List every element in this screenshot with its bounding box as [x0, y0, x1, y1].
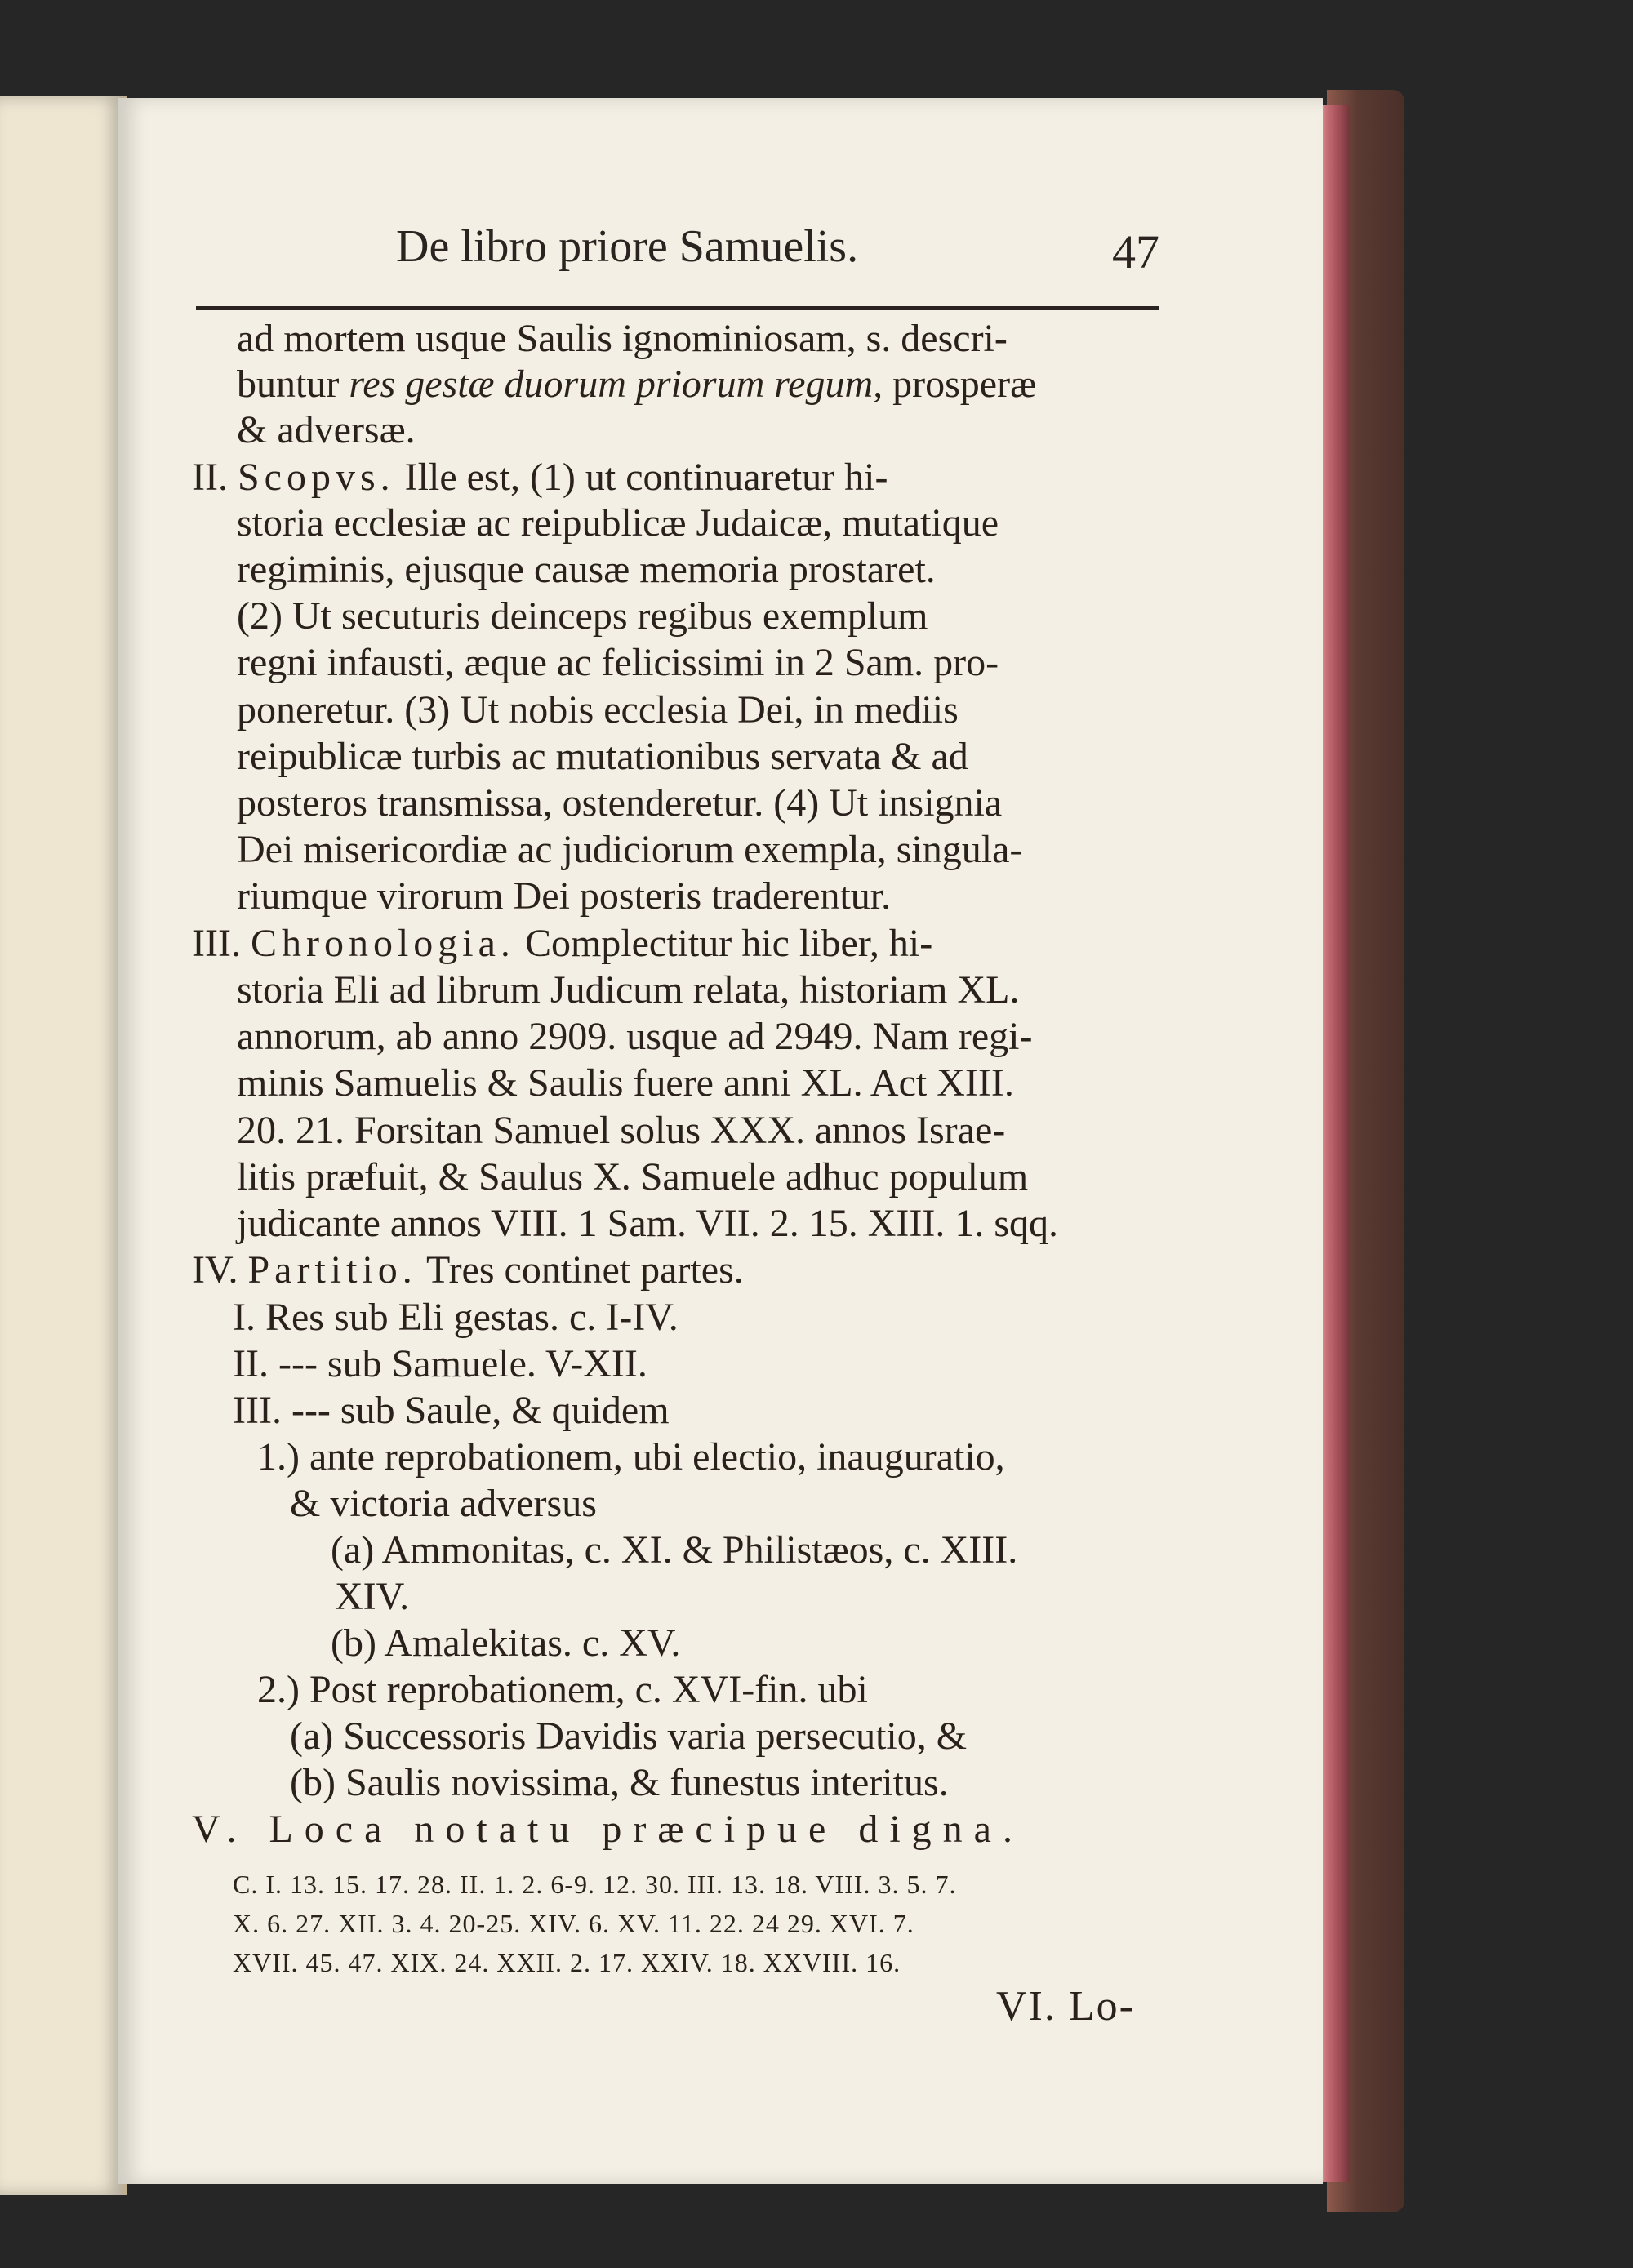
- section-heading: V. Loca notatu præcipue digna.: [192, 1808, 1024, 1851]
- text-line: & adversæ.: [237, 408, 416, 451]
- outline-item: XIV.: [335, 1575, 410, 1618]
- text-line: litis præfuit, & Saulus X. Samuele adhuc populum: [237, 1155, 1029, 1198]
- outline-item: III. --- sub Saule, & quidem: [233, 1389, 670, 1432]
- text-line: minis Samuelis & Saulis fuere anni XL. Act XIII.: [237, 1061, 1014, 1105]
- outline-item: (b) Amalekitas. c. XV.: [331, 1621, 681, 1665]
- outline-item: 1.) ante reprobationem, ubi electio, inauguratio,: [257, 1435, 1005, 1479]
- reference-line: XVII. 45. 47. XIX. 24. XXII. 2. 17. XXIV. 18. XXVIII. 16.: [233, 1948, 901, 1977]
- text-line: storia Eli ad librum Judicum relata, historiam XL.: [237, 968, 1020, 1012]
- section-heading: IV. Partitio. Tres continet partes.: [192, 1248, 744, 1292]
- text-line: ad mortem usque Saulis ignominiosam, s. descri-: [237, 317, 1008, 360]
- text-line: storia ecclesiæ ac reipublicæ Judaicæ, mutatique: [237, 501, 999, 545]
- outline-item: I. Res sub Eli gestas. c. I-IV.: [233, 1296, 679, 1339]
- catchword: VI. Lo-: [996, 1983, 1135, 2030]
- running-title: De libro priore Samuelis.: [396, 221, 859, 272]
- reference-line: C. I. 13. 15. 17. 28. II. 1. 2. 6-9. 12. 30. III. 13. 18. VIII. 3. 5. 7.: [233, 1870, 957, 1899]
- text-line: annorum, ab anno 2909. usque ad 2949. Nam regi-: [237, 1015, 1033, 1058]
- section-heading: III. Chronologia. Complectitur hic liber, hi-: [192, 922, 933, 965]
- outline-item: (b) Saulis novissima, & funestus interitus.: [290, 1761, 949, 1804]
- outline-item: (a) Ammonitas, c. XI. & Philistæos, c. XIII.: [331, 1528, 1018, 1572]
- page-number: 47: [1112, 225, 1159, 278]
- italic-phrase: res gestæ duorum priorum regum,: [349, 362, 883, 406]
- reference-line: X. 6. 27. XII. 3. 4. 20-25. XIV. 6. XV. 11. 22. 24 29. XVI. 7.: [233, 1909, 914, 1938]
- section-heading: II. Scopvs. Ille est, (1) ut continuaretur hi-: [192, 456, 888, 499]
- text-line: posteros transmissa, ostenderetur. (4) Ut insignia: [237, 781, 1003, 825]
- text-line: riumque virorum Dei posteris traderentur.: [237, 874, 892, 918]
- text-line: (2) Ut secuturis deinceps regibus exemplum: [237, 594, 928, 638]
- text-line: 20. 21. Forsitan Samuel solus XXX. annos Israe-: [237, 1109, 1006, 1152]
- outline-item: & victoria adversus: [290, 1482, 597, 1525]
- text-line: judicante annos VIII. 1 Sam. VII. 2. 15. XIII. 1. sqq.: [237, 1202, 1059, 1245]
- text-line: reipublicæ turbis ac mutationibus servata & ad: [237, 735, 968, 778]
- outline-item: (a) Successoris Davidis varia persecutio, &: [290, 1714, 968, 1758]
- outline-item: II. --- sub Samuele. V-XII.: [233, 1342, 647, 1385]
- text-line: buntur res gestæ duorum priorum regum, prosperæ: [237, 362, 1037, 406]
- text-line: regni infausti, æque ac felicissimi in 2 Sam. pro-: [237, 641, 999, 684]
- text-line: poneretur. (3) Ut nobis ecclesia Dei, in mediis: [237, 688, 959, 732]
- outline-item: 2.) Post reprobationem, c. XVI-fin. ubi: [257, 1668, 868, 1711]
- text-line: Dei misericordiæ ac judiciorum exempla, singula-: [237, 828, 1023, 871]
- text-line: regiminis, ejusque causæ memoria prostaret.: [237, 548, 936, 591]
